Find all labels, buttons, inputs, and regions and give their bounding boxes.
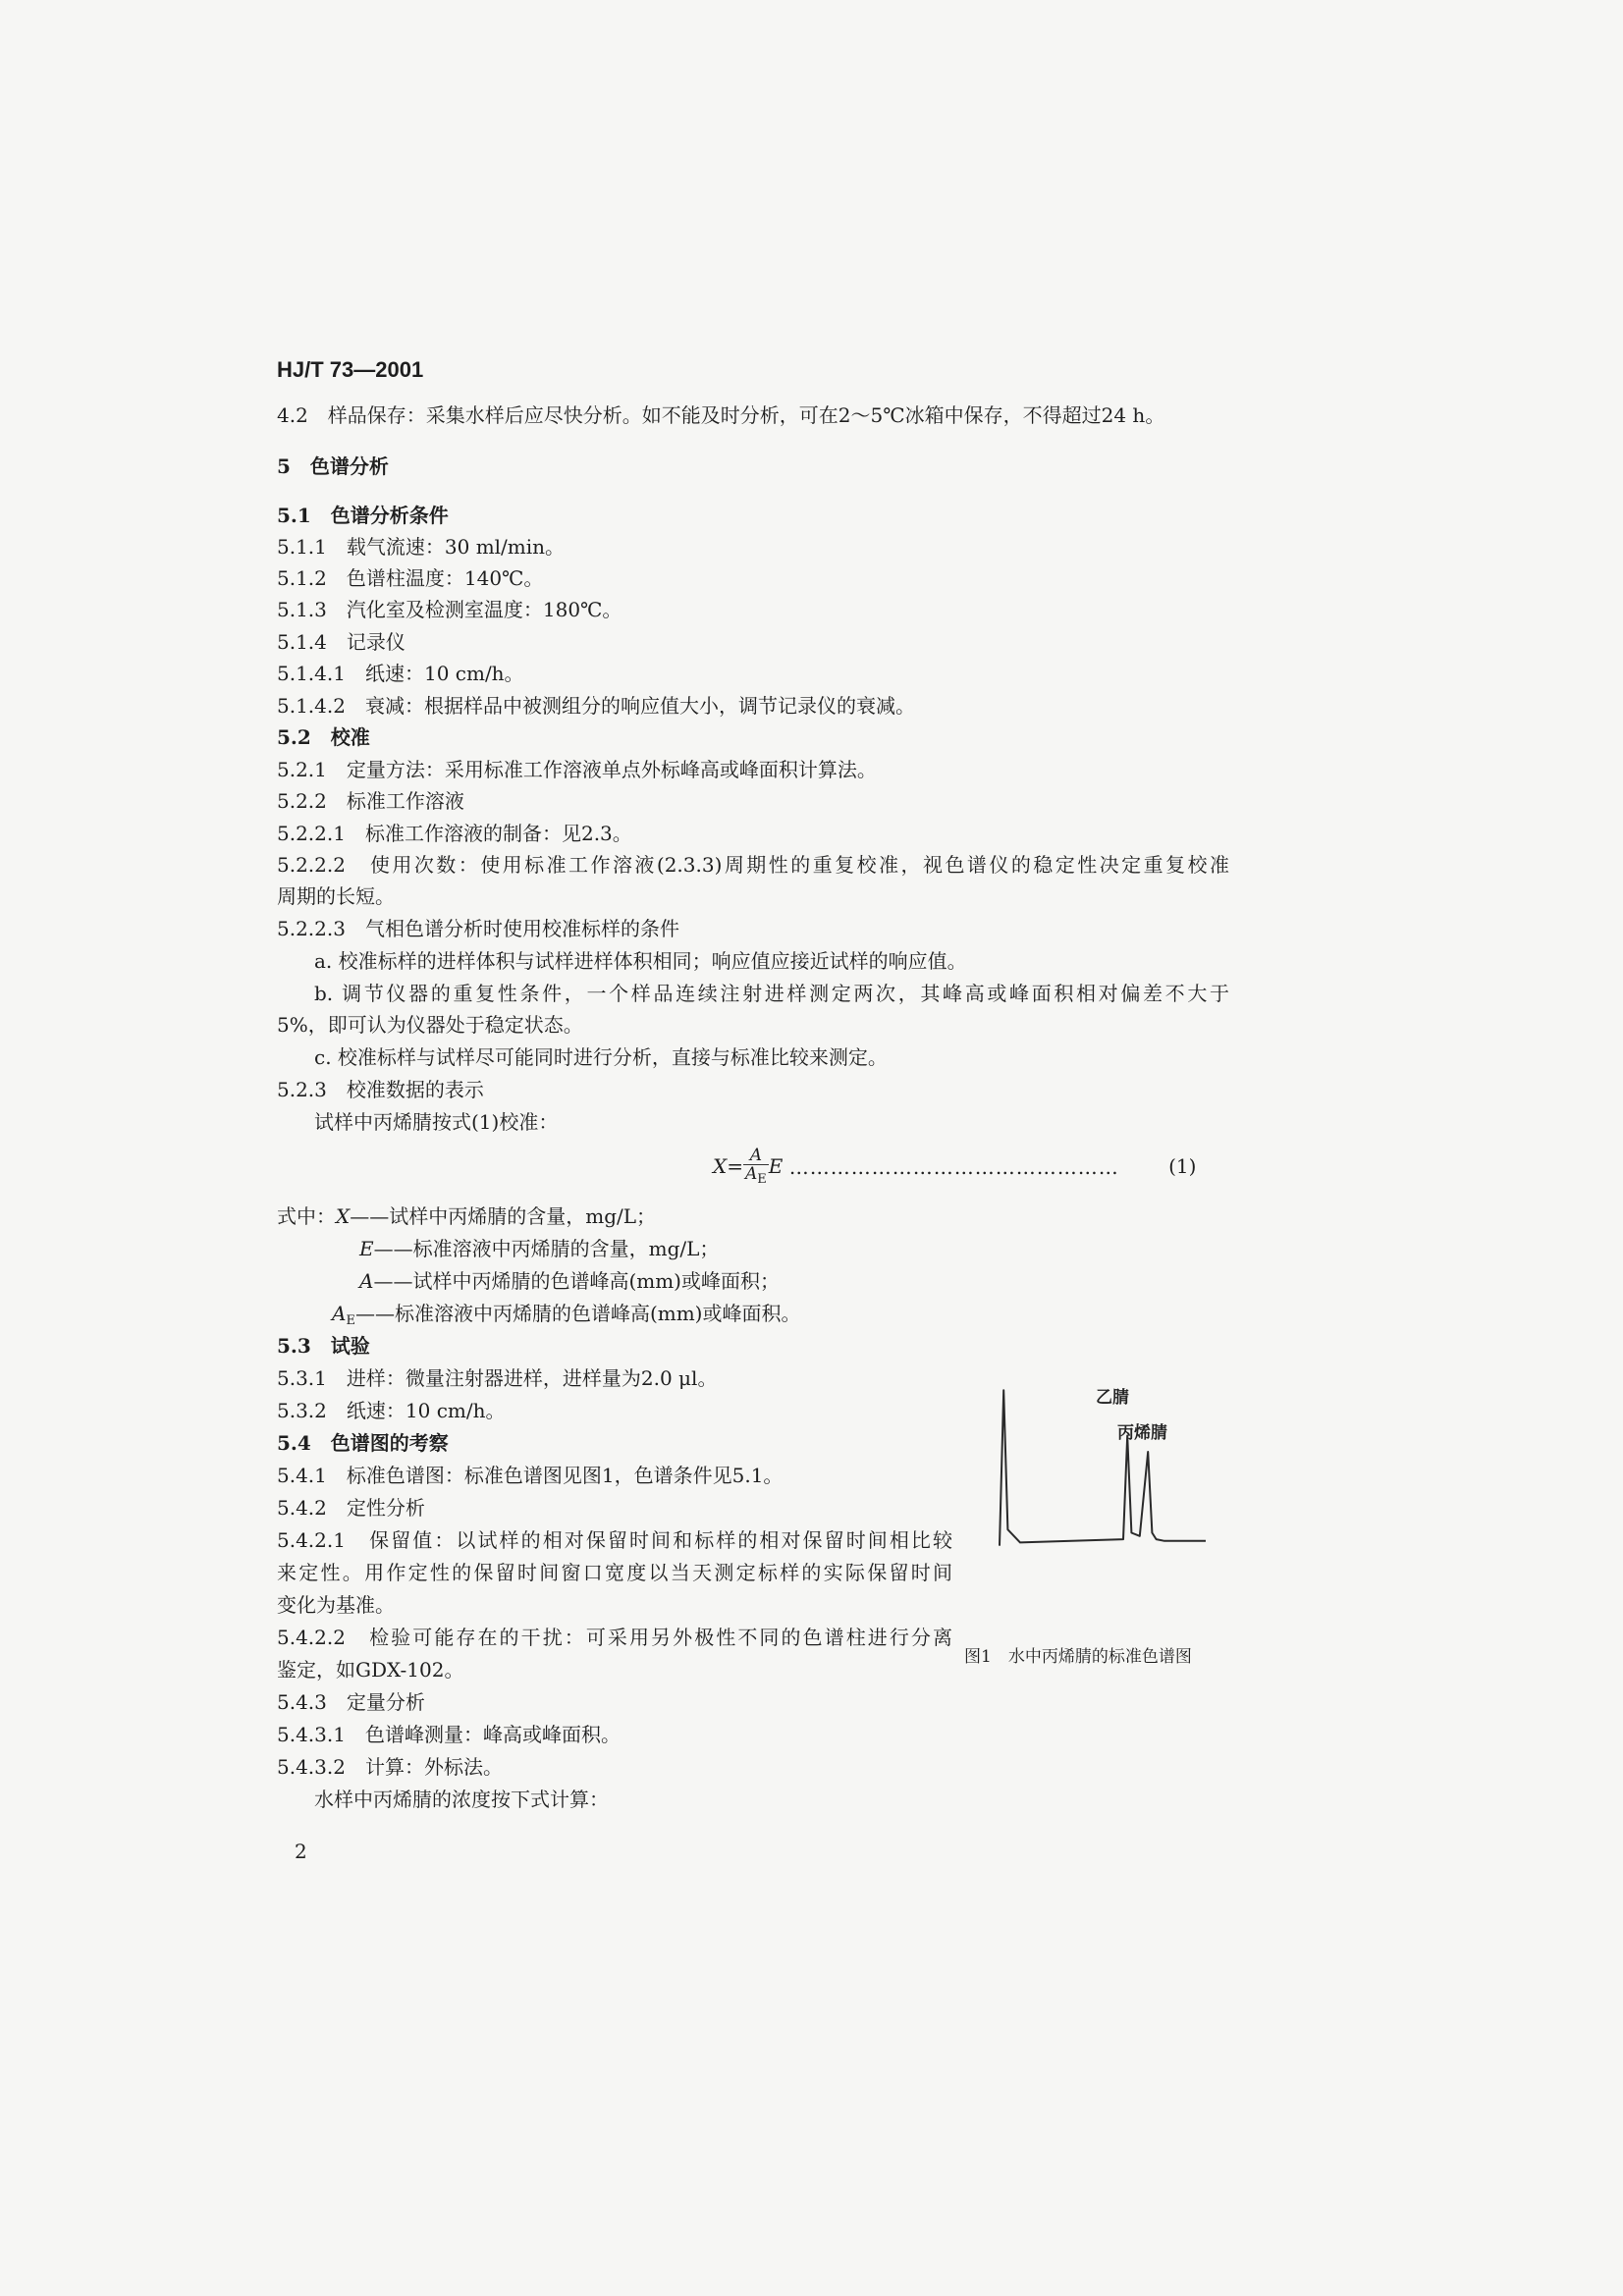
clause-5-4-3: 5.4.3 定量分析 <box>277 1690 425 1714</box>
clause-5-3-heading: 5.3 试验 <box>277 1334 370 1358</box>
clause-5-4-2-2-line2: 鉴定，如GDX-102。 <box>277 1658 464 1682</box>
standard-code: HJ/T 73—2001 <box>277 357 424 382</box>
where-description: ——标准溶液中丙烯腈的色谱峰高(mm)或峰面积。 <box>354 1302 801 1325</box>
list-item-b-line1: b. 调节仪器的重复性条件，一个样品连续注射进样测定两次，其峰高或峰面积相对偏差不大于 <box>314 982 1229 1005</box>
formula-leader: ………………………………………… <box>788 1155 1119 1179</box>
page-number: 2 <box>295 1840 307 1863</box>
clause-5-4-2-2-line1: 5.4.2.2 检验可能存在的干扰：可采用另外极性不同的色谱柱进行分离 <box>277 1626 952 1649</box>
chromatogram-figure <box>972 1374 1227 1620</box>
clause-5-4-2-1-line2: 来定性。用作定性的保留时间窗口宽度以当天测定标样的实际保留时间 <box>277 1561 952 1584</box>
clause-5-1-4: 5.1.4 记录仪 <box>277 630 406 654</box>
clause-5-3-1: 5.3.1 进样：微量注射器进样，进样量为2.0 μl。 <box>277 1366 718 1390</box>
clause-5-1-4-1: 5.1.4.1 纸速：10 cm/h。 <box>277 662 524 685</box>
clause-5-1-2: 5.1.2 色谱柱温度：140℃。 <box>277 566 544 590</box>
clause-5-1-3: 5.1.3 汽化室及检测室温度：180℃。 <box>277 598 622 621</box>
clause-5-2-3: 5.2.3 校准数据的表示 <box>277 1078 484 1101</box>
formula-number: (1) <box>1168 1154 1197 1178</box>
formula-factor: E <box>768 1154 784 1178</box>
clause-5-2-2-1: 5.2.2.1 标准工作溶液的制备：见2.3。 <box>277 822 632 845</box>
clause-5-3-2: 5.3.2 纸速：10 cm/h。 <box>277 1399 506 1422</box>
where-symbol: A <box>359 1269 374 1293</box>
clause-5-2-1: 5.2.1 定量方法：采用标准工作溶液单点外标峰高或峰面积计算法。 <box>277 758 877 781</box>
formula-intro: 试样中丙烯腈按式(1)校准： <box>314 1110 559 1134</box>
section-5-heading: 5 色谱分析 <box>277 454 389 478</box>
clause-5-4-2: 5.4.2 定性分析 <box>277 1496 425 1520</box>
where-description: ——标准溶液中丙烯腈的含量，mg/L； <box>373 1237 720 1260</box>
where-symbol: A <box>332 1302 347 1325</box>
where-description: ——试样中丙烯腈的色谱峰高(mm)或峰面积； <box>373 1269 780 1293</box>
figure-caption: 图1 水中丙烯腈的标准色谱图 <box>964 1647 1192 1667</box>
clause-5-4-2-1-line3: 变化为基准。 <box>277 1593 395 1617</box>
formula-numerator: A <box>743 1147 769 1165</box>
formula-fraction <box>743 1147 769 1189</box>
where-item <box>332 1301 801 1334</box>
where-item <box>359 1236 719 1261</box>
where-block <box>277 1203 656 1229</box>
where-symbol-subscript: E <box>346 1313 355 1328</box>
where-intro: 式中： <box>277 1204 336 1228</box>
peak-label-acetonitrile: 乙腈 <box>1096 1388 1129 1408</box>
list-item-a: a. 校准标样的进样体积与试样进样体积相同；响应值应接近试样的响应值。 <box>314 949 967 973</box>
clause-5-1-4-2: 5.1.4.2 衰减：根据样品中被测组分的响应值大小，调节记录仪的衰减。 <box>277 694 915 718</box>
formula-equals: = <box>727 1154 744 1178</box>
chromatogram-trace <box>1000 1390 1206 1545</box>
calculation-intro: 水样中丙烯腈的浓度按下式计算： <box>314 1788 609 1811</box>
clause-5-4-3-1: 5.4.3.1 色谱峰测量：峰高或峰面积。 <box>277 1723 621 1746</box>
clause-5-2-2-2-line2: 周期的长短。 <box>277 884 395 908</box>
formula-1 <box>713 1145 1196 1188</box>
clause-5-1-1: 5.1.1 载气流速：30 ml/min。 <box>277 535 566 559</box>
where-item <box>359 1268 780 1294</box>
clause-5-2-2-2-line1: 5.2.2.2 使用次数：使用标准工作溶液(2.3.3)周期性的重复校准，视色谱仪的稳定性决定重复校准 <box>277 853 1229 877</box>
clause-5-4-1: 5.4.1 标准色谱图：标准色谱图见图1，色谱条件见5.1。 <box>277 1464 784 1487</box>
list-item-c: c. 校准标样与试样尽可能同时进行分析，直接与标准比较来测定。 <box>314 1045 888 1069</box>
where-symbol: E <box>359 1237 374 1260</box>
list-item-b-line2: 5%，即可认为仪器处于稳定状态。 <box>277 1013 583 1037</box>
formula-lhs: X <box>713 1154 728 1178</box>
clause-5-2-2: 5.2.2 标准工作溶液 <box>277 789 464 813</box>
clause-5-4-3-2: 5.4.3.2 计算：外标法。 <box>277 1755 503 1779</box>
clause-5-1-heading: 5.1 色谱分析条件 <box>277 504 449 527</box>
clause-5-2-heading: 5.2 校准 <box>277 725 370 749</box>
where-description: ——试样中丙烯腈的含量，mg/L； <box>350 1204 657 1228</box>
formula-denominator: $A_E$ <box>745 1164 767 1187</box>
clause-5-4-2-1-line1: 5.4.2.1 保留值：以试样的相对保留时间和标样的相对保留时间相比较 <box>277 1528 952 1552</box>
clause-4-2: 4.2 样品保存：采集水样后应尽快分析。如不能及时分析，可在2～5℃冰箱中保存，不得超过24 h。 <box>277 403 1165 427</box>
peak-label-acrylonitrile: 丙烯腈 <box>1117 1423 1167 1443</box>
clause-5-4-heading: 5.4 色谱图的考察 <box>277 1431 449 1455</box>
clause-5-2-2-3: 5.2.2.3 气相色谱分析时使用校准标样的条件 <box>277 917 679 940</box>
where-symbol: X <box>336 1204 351 1228</box>
